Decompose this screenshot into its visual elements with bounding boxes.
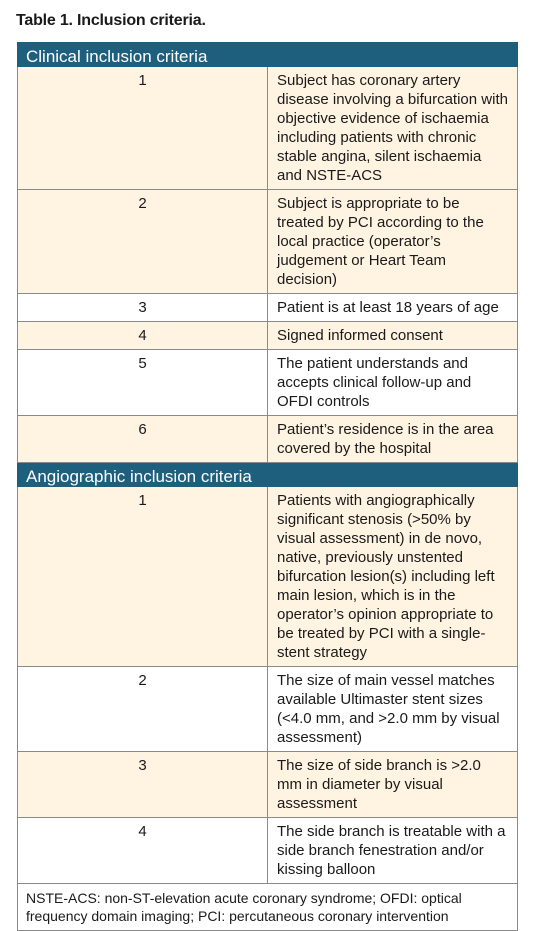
table-row — [18, 190, 518, 294]
row-text: The side branch is treatable with a side branch fenestration and/or kissing balloon — [268, 818, 518, 884]
row-text: Subject has coronary artery disease involving a bifurcation with objective evidence of ischaemia including patients with chronic stable angina, silent ischaemia and NSTE-ACS — [268, 67, 518, 190]
row-text: Subject is appropriate to be treated by PCI according to the local practice (operator’s judgement or Heart Team decision) — [268, 190, 518, 294]
row-number: 3 — [18, 294, 268, 322]
row-text: Signed informed consent — [268, 322, 518, 350]
row-number: 1 — [18, 487, 268, 667]
row-number: 1 — [18, 67, 268, 190]
row-number: 4 — [18, 818, 268, 884]
row-text: Patient is at least 18 years of age — [268, 294, 518, 322]
row-number: 2 — [18, 190, 268, 294]
row-text: The size of main vessel matches available Ultimaster stent sizes (<4.0 mm, and >2.0 mm by visual assessment) — [268, 667, 518, 752]
table-row — [18, 818, 518, 884]
row-text: Patient’s residence is in the area covered by the hospital — [268, 416, 518, 463]
table-row — [18, 752, 518, 818]
row-text: The patient understands and accepts clinical follow-up and OFDI controls — [268, 350, 518, 416]
inclusion-criteria-table — [17, 42, 518, 931]
row-number: 5 — [18, 350, 268, 416]
table-row — [18, 487, 518, 667]
section-title: Clinical inclusion criteria — [18, 43, 518, 67]
row-number: 4 — [18, 322, 268, 350]
table-row — [18, 67, 518, 190]
row-text: Patients with angiographically significant stenosis (>50% by visual assessment) in de novo, native, previously unstented bifurcation lesion(s) including left main lesion, which is in the operator’s opinion appropriate to be treated by PCI with a single-stent strategy — [268, 487, 518, 667]
table-row — [18, 294, 518, 322]
table-row — [18, 322, 518, 350]
section-header-clinical — [18, 43, 518, 67]
section-title: Angiographic inclusion criteria — [18, 463, 518, 487]
row-text: The size of side branch is >2.0 mm in diameter by visual assessment — [268, 752, 518, 818]
table-caption: Table 1. Inclusion criteria. — [16, 12, 206, 29]
row-number: 3 — [18, 752, 268, 818]
table-footnote-row — [18, 884, 518, 931]
table-row — [18, 667, 518, 752]
row-number: 6 — [18, 416, 268, 463]
table-row — [18, 350, 518, 416]
row-number: 2 — [18, 667, 268, 752]
table-footnote: NSTE-ACS: non-ST-elevation acute coronary syndrome; OFDI: optical frequency domain imaging; PCI: percutaneous coronary intervention — [18, 884, 518, 931]
section-header-angiographic — [18, 463, 518, 487]
table-row — [18, 416, 518, 463]
